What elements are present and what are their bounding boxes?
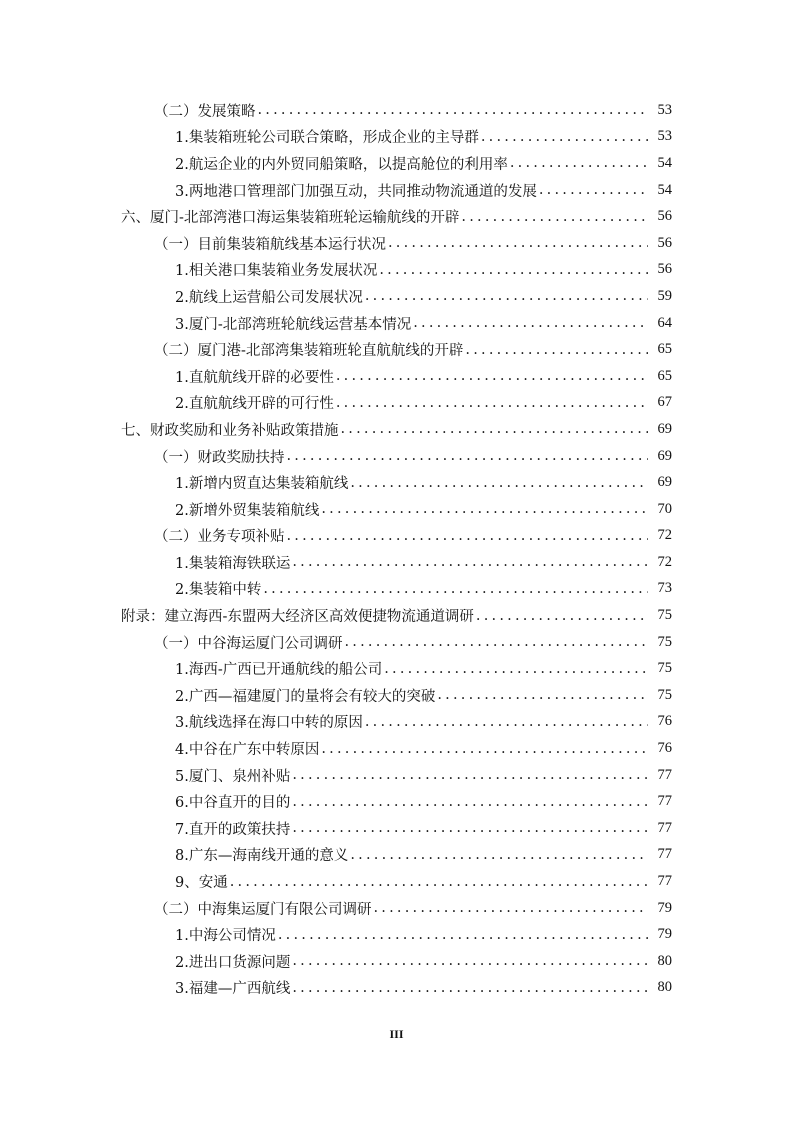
toc-leader-dots [292,794,648,810]
toc-entry-page: 69 [657,474,672,491]
toc-entry-page: 56 [657,208,672,225]
toc-entry-page: 56 [657,261,672,278]
toc-entry-label: 2.航运企业的内外贸同船策略，以提高舱位的利用率 [175,156,508,173]
toc-entry-page: 79 [657,926,672,943]
toc-entry[interactable] [0,549,793,576]
toc-entry-page: 72 [657,553,672,570]
toc-leader-dots [321,741,648,757]
toc-entry-page: 77 [657,766,672,783]
toc-entry[interactable] [0,177,793,204]
toc-entry[interactable] [0,310,793,337]
toc-leader-dots [263,581,648,597]
toc-entry-page: 54 [657,154,672,171]
toc-entry[interactable] [0,97,793,124]
toc-entry[interactable] [0,336,793,363]
toc-entry-label: 1.集装箱班轮公司联合策略，形成企业的主导群 [175,130,479,147]
toc-entry-page: 76 [657,740,672,757]
toc-leader-dots [292,767,648,783]
toc-entry-label: 1.中海公司情况 [175,928,276,945]
toc-entry-label: 8.广东—海南线开通的意义 [175,848,349,865]
table-of-contents [0,97,793,1001]
toc-leader-dots [341,421,649,437]
toc-entry[interactable] [0,842,793,869]
toc-entry-page: 64 [657,314,672,331]
toc-entry-label: 3.两地港口管理部门加强互动，共同推动物流通道的发展 [175,183,537,200]
toc-entry-label: 4.中谷在广东中转原因 [175,742,320,759]
toc-entry-label: （一）财政奖励扶持 [154,449,285,466]
toc-entry[interactable] [0,416,793,443]
toc-entry-page: 56 [657,234,672,251]
toc-entry[interactable] [0,895,793,922]
toc-entry-page: 80 [657,952,672,969]
toc-entry-label: 1.集装箱海铁联运 [175,555,291,572]
toc-entry-label: 2.进出口货源问题 [175,954,291,971]
toc-leader-dots [287,448,649,464]
toc-entry-label: 七、财政奖励和业务补贴政策措施 [121,422,339,439]
toc-entry-label: 7.直开的政策扶持 [175,821,291,838]
toc-entry-page: 75 [657,633,672,650]
toc-entry[interactable] [0,975,793,1002]
toc-entry[interactable] [0,124,793,151]
toc-entry-label: 2.广西—福建厦门的量将会有较大的突破 [175,688,436,705]
toc-entry-label: 六、厦门-北部湾港口海运集装箱班轮运输航线的开辟 [121,210,460,227]
toc-entry-label: 3.福建—广西航线 [175,981,291,998]
toc-entry-page: 59 [657,287,672,304]
toc-leader-dots [461,209,648,225]
toc-entry-page: 75 [657,607,672,624]
toc-leader-dots [365,288,648,304]
toc-leader-dots [292,554,648,570]
toc-entry[interactable] [0,576,793,603]
toc-entry[interactable] [0,709,793,736]
toc-entry[interactable] [0,815,793,842]
toc-leader-dots [336,395,648,411]
toc-leader-dots [292,820,648,836]
toc-leader-dots [374,900,649,916]
toc-entry[interactable] [0,788,793,815]
toc-entry-page: 69 [657,420,672,437]
toc-entry[interactable] [0,682,793,709]
toc-entry[interactable] [0,283,793,310]
toc-entry-page: 75 [657,660,672,677]
toc-entry[interactable] [0,203,793,230]
toc-leader-dots [230,874,648,890]
toc-entry[interactable] [0,735,793,762]
toc-leader-dots [510,155,648,171]
toc-entry-page: 77 [657,873,672,890]
toc-leader-dots [321,501,648,517]
toc-leader-dots [539,182,648,198]
toc-leader-dots [278,927,648,943]
toc-entry-page: 73 [657,580,672,597]
toc-leader-dots [413,315,648,331]
toc-entry-label: （二）业务专项补贴 [154,529,285,546]
toc-entry[interactable] [0,230,793,257]
toc-leader-dots [379,262,648,278]
toc-entry-label: 6.中谷直开的目的 [175,795,291,812]
toc-entry-page: 65 [657,341,672,358]
toc-entry-page: 67 [657,394,672,411]
toc-entry-page: 76 [657,713,672,730]
toc-entry-label: 3.厦门-北部湾班轮航线运营基本情况 [175,316,412,333]
toc-leader-dots [437,687,648,703]
toc-entry-label: （二）中海集运厦门有限公司调研 [154,901,372,918]
toc-entry-label: 2.集装箱中转 [175,582,262,599]
toc-leader-dots [287,528,649,544]
toc-entry-label: 2.航线上运营船公司发展状况 [175,289,363,306]
toc-entry-page: 72 [657,527,672,544]
toc-entry-page: 70 [657,500,672,517]
toc-entry-label: 1.新增内贸直达集装箱航线 [175,476,349,493]
toc-entry-page: 77 [657,846,672,863]
toc-leader-dots [336,368,648,384]
toc-entry[interactable] [0,257,793,284]
toc-entry-page: 53 [657,101,672,118]
toc-entry-label: 1.相关港口集装箱业务发展状况 [175,263,378,280]
toc-entry[interactable] [0,629,793,656]
toc-entry[interactable] [0,921,793,948]
toc-entry-label: 附录：建立海西-东盟两大经济区高效便捷物流通道调研 [121,609,474,626]
toc-entry-page: 77 [657,819,672,836]
toc-entry[interactable] [0,390,793,417]
toc-entry[interactable] [0,496,793,523]
toc-leader-dots [350,475,648,491]
toc-entry-page: 65 [657,367,672,384]
page-number: III [389,1027,404,1041]
toc-leader-dots [476,608,648,624]
toc-entry-label: 1.直航航线开辟的必要性 [175,369,334,386]
toc-entry-label: （一）目前集装箱航线基本运行状况 [154,236,386,253]
toc-entry[interactable] [0,150,793,177]
toc-entry-page: 54 [657,181,672,198]
toc-entry-page: 69 [657,447,672,464]
toc-leader-dots [345,634,649,650]
toc-leader-dots [384,661,648,677]
toc-entry-label: 5.厦门、泉州补贴 [175,768,291,785]
toc-entry-label: 2.新增外贸集装箱航线 [175,502,320,519]
toc-entry[interactable] [0,762,793,789]
toc-leader-dots [350,847,648,863]
toc-entry[interactable] [0,655,793,682]
toc-leader-dots [365,714,648,730]
toc-entry[interactable] [0,948,793,975]
toc-leader-dots [465,342,648,358]
toc-entry[interactable] [0,602,793,629]
toc-entry-page: 79 [657,899,672,916]
toc-entry[interactable] [0,443,793,470]
toc-leader-dots [388,235,648,251]
toc-entry-label: 2.直航航线开辟的可行性 [175,396,334,413]
toc-entry-page: 75 [657,686,672,703]
toc-leader-dots [292,980,648,996]
toc-entry[interactable] [0,363,793,390]
toc-entry-label: （二）发展策略 [154,103,256,120]
toc-leader-dots [292,953,648,969]
toc-entry-label: 1.海西-广西已开通航线的船公司 [175,662,383,679]
toc-entry-page: 77 [657,793,672,810]
toc-entry[interactable] [0,868,793,895]
toc-entry-page: 53 [657,128,672,145]
toc-entry-label: 3.航线选择在海口中转的原因 [175,715,363,732]
toc-leader-dots [481,129,648,145]
toc-entry-page: 80 [657,979,672,996]
toc-entry-label: （二）厦门港-北部湾集装箱班轮直航航线的开辟 [154,343,464,360]
toc-entry-label: 9、安通 [175,875,228,892]
toc-entry[interactable] [0,469,793,496]
toc-leader-dots [258,102,649,118]
toc-entry-label: （一）中谷海运厦门公司调研 [154,635,343,652]
toc-entry[interactable] [0,523,793,550]
